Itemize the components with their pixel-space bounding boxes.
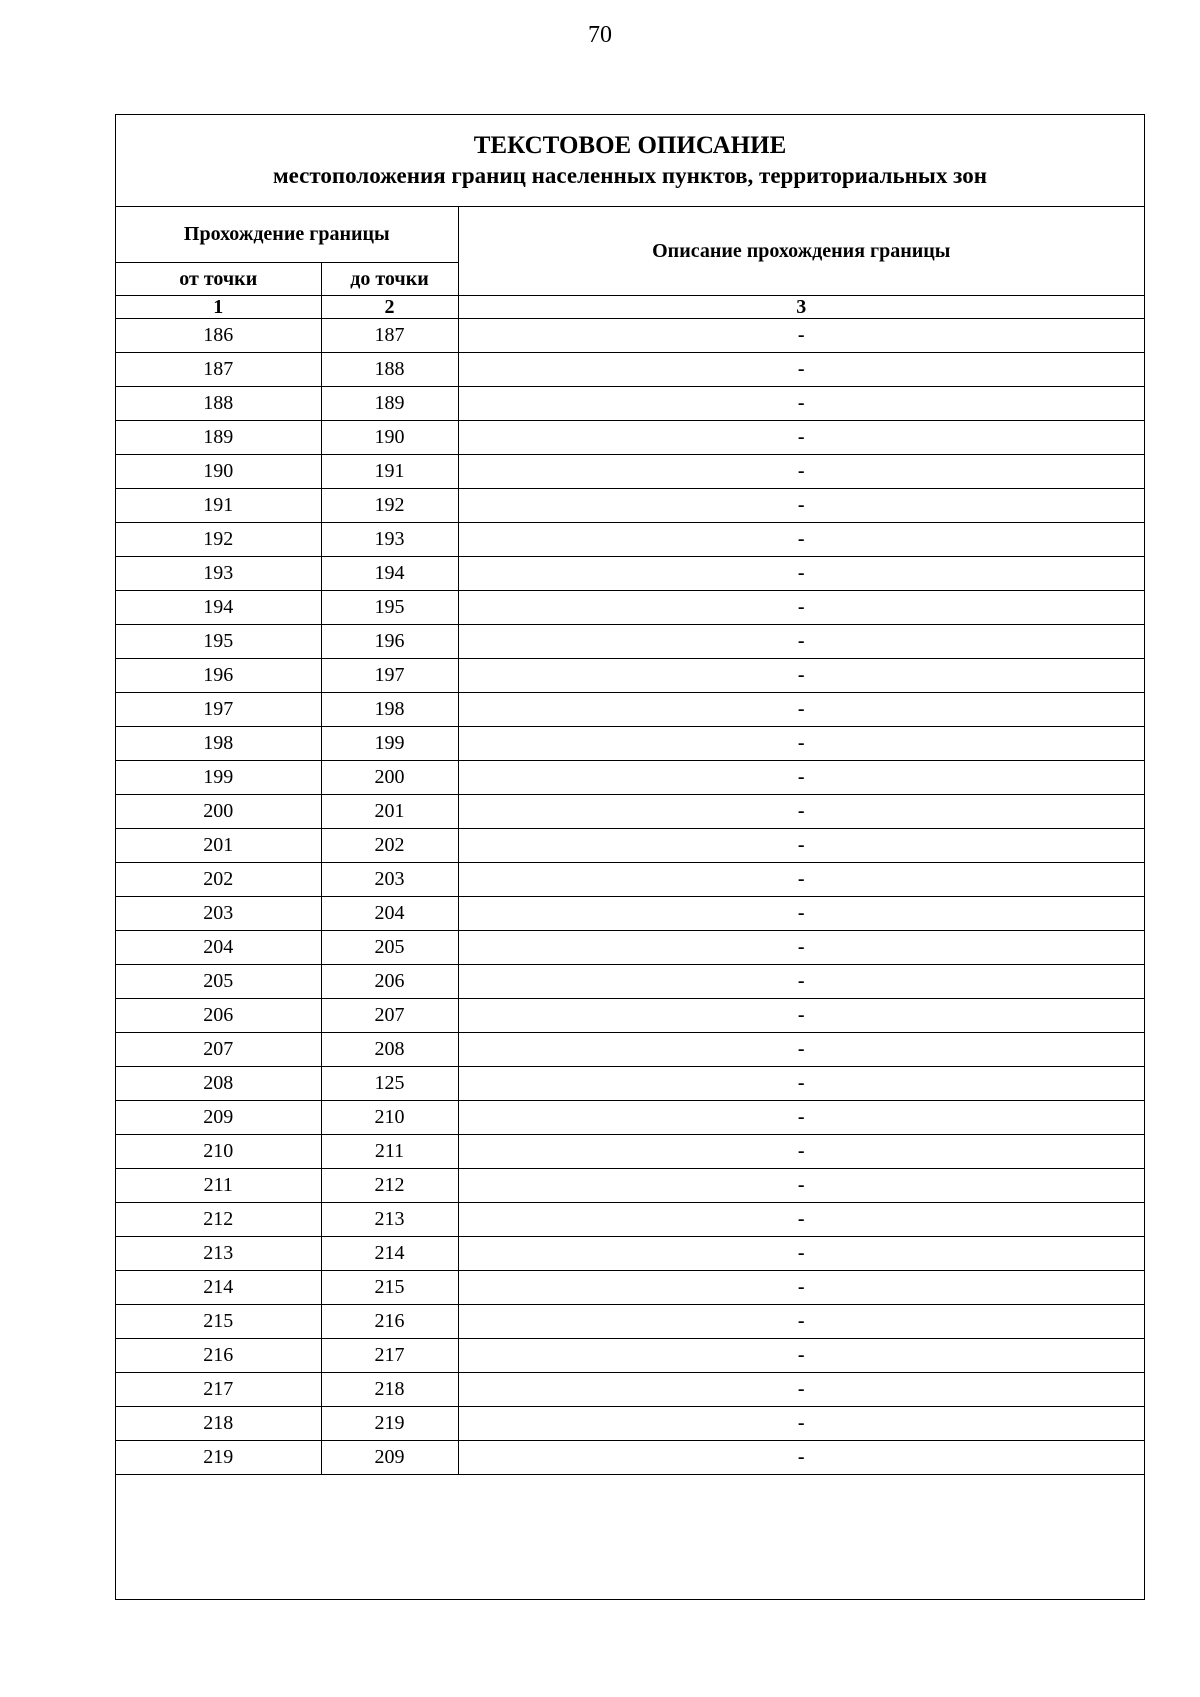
table-row — [116, 591, 1144, 625]
from-point-cell: 211 — [116, 1169, 321, 1203]
from-point-cell: 219 — [116, 1441, 321, 1475]
to-point-cell: 188 — [321, 353, 458, 387]
table-row — [116, 1237, 1144, 1271]
from-point-cell: 186 — [116, 319, 321, 353]
description-cell: - — [458, 1271, 1144, 1305]
from-point-cell: 196 — [116, 659, 321, 693]
table-row — [116, 795, 1144, 829]
column-number-1: 1 — [116, 296, 321, 319]
to-point-cell: 200 — [321, 761, 458, 795]
description-cell: - — [458, 319, 1144, 353]
header-row-group — [116, 207, 1144, 263]
to-point-cell: 215 — [321, 1271, 458, 1305]
table-row — [116, 319, 1144, 353]
from-point-cell: 209 — [116, 1101, 321, 1135]
table-row — [116, 965, 1144, 999]
table-row — [116, 897, 1144, 931]
to-point-cell: 187 — [321, 319, 458, 353]
header-boundary-passage: Прохождение границы — [116, 207, 458, 263]
to-point-cell: 189 — [321, 387, 458, 421]
table-row — [116, 761, 1144, 795]
description-cell: - — [458, 727, 1144, 761]
description-cell: - — [458, 931, 1144, 965]
from-point-cell: 207 — [116, 1033, 321, 1067]
to-point-cell: 207 — [321, 999, 458, 1033]
from-point-cell: 213 — [116, 1237, 321, 1271]
table-row — [116, 523, 1144, 557]
to-point-cell: 208 — [321, 1033, 458, 1067]
to-point-cell: 194 — [321, 557, 458, 591]
from-point-cell: 216 — [116, 1339, 321, 1373]
boundary-table — [116, 207, 1144, 1475]
from-point-cell: 204 — [116, 931, 321, 965]
from-point-cell: 187 — [116, 353, 321, 387]
to-point-cell: 191 — [321, 455, 458, 489]
to-point-cell: 218 — [321, 1373, 458, 1407]
to-point-cell: 199 — [321, 727, 458, 761]
to-point-cell: 211 — [321, 1135, 458, 1169]
description-cell: - — [458, 1101, 1144, 1135]
from-point-cell: 191 — [116, 489, 321, 523]
description-cell: - — [458, 761, 1144, 795]
description-cell: - — [458, 999, 1144, 1033]
from-point-cell: 215 — [116, 1305, 321, 1339]
table-row — [116, 1169, 1144, 1203]
table-row — [116, 557, 1144, 591]
description-cell: - — [458, 1135, 1144, 1169]
table-row — [116, 659, 1144, 693]
page-number: 70 — [588, 22, 612, 48]
to-point-cell: 195 — [321, 591, 458, 625]
to-point-cell: 192 — [321, 489, 458, 523]
table-row — [116, 1407, 1144, 1441]
table-row — [116, 931, 1144, 965]
description-cell: - — [458, 523, 1144, 557]
table-row — [116, 1067, 1144, 1101]
from-point-cell: 217 — [116, 1373, 321, 1407]
table-row — [116, 1135, 1144, 1169]
from-point-cell: 206 — [116, 999, 321, 1033]
description-cell: - — [458, 421, 1144, 455]
from-point-cell: 200 — [116, 795, 321, 829]
table-row — [116, 489, 1144, 523]
table-row — [116, 693, 1144, 727]
header-description: Описание прохождения границы — [458, 207, 1144, 296]
from-point-cell: 194 — [116, 591, 321, 625]
from-point-cell: 205 — [116, 965, 321, 999]
table-row — [116, 1271, 1144, 1305]
to-point-cell: 204 — [321, 897, 458, 931]
header-to-point: до точки — [321, 263, 458, 296]
to-point-cell: 219 — [321, 1407, 458, 1441]
table-row — [116, 1033, 1144, 1067]
table-row — [116, 455, 1144, 489]
from-point-cell: 203 — [116, 897, 321, 931]
to-point-cell: 201 — [321, 795, 458, 829]
document-title: ТЕКСТОВОЕ ОПИСАНИЕ — [473, 132, 787, 159]
document-subtitle: местоположения границ населенных пунктов, территориальных зон — [273, 163, 987, 188]
to-point-cell: 202 — [321, 829, 458, 863]
table-row — [116, 1203, 1144, 1237]
description-cell: - — [458, 1305, 1144, 1339]
to-point-cell: 210 — [321, 1101, 458, 1135]
to-point-cell: 213 — [321, 1203, 458, 1237]
table-row — [116, 1373, 1144, 1407]
from-point-cell: 208 — [116, 1067, 321, 1101]
to-point-cell: 214 — [321, 1237, 458, 1271]
table-row — [116, 1305, 1144, 1339]
to-point-cell: 190 — [321, 421, 458, 455]
description-cell: - — [458, 1067, 1144, 1101]
description-cell: - — [458, 1203, 1144, 1237]
table-row — [116, 999, 1144, 1033]
table-row — [116, 353, 1144, 387]
to-point-cell: 217 — [321, 1339, 458, 1373]
description-cell: - — [458, 1441, 1144, 1475]
description-cell: - — [458, 591, 1144, 625]
table-row — [116, 863, 1144, 897]
from-point-cell: 214 — [116, 1271, 321, 1305]
to-point-cell: 193 — [321, 523, 458, 557]
description-cell: - — [458, 1169, 1144, 1203]
description-cell: - — [458, 829, 1144, 863]
from-point-cell: 189 — [116, 421, 321, 455]
header-row-numbers — [116, 296, 1144, 319]
table-row — [116, 625, 1144, 659]
title-block — [116, 115, 1144, 207]
to-point-cell: 212 — [321, 1169, 458, 1203]
to-point-cell: 125 — [321, 1067, 458, 1101]
column-number-2: 2 — [321, 296, 458, 319]
description-cell: - — [458, 693, 1144, 727]
description-cell: - — [458, 965, 1144, 999]
to-point-cell: 216 — [321, 1305, 458, 1339]
document-frame — [115, 114, 1145, 1600]
table-row — [116, 1101, 1144, 1135]
description-cell: - — [458, 1407, 1144, 1441]
description-cell: - — [458, 795, 1144, 829]
to-point-cell: 209 — [321, 1441, 458, 1475]
to-point-cell: 197 — [321, 659, 458, 693]
from-point-cell: 188 — [116, 387, 321, 421]
table-row — [116, 387, 1144, 421]
from-point-cell: 212 — [116, 1203, 321, 1237]
from-point-cell: 202 — [116, 863, 321, 897]
from-point-cell: 198 — [116, 727, 321, 761]
from-point-cell: 192 — [116, 523, 321, 557]
description-cell: - — [458, 1033, 1144, 1067]
table-row — [116, 1339, 1144, 1373]
to-point-cell: 198 — [321, 693, 458, 727]
table-row — [116, 829, 1144, 863]
description-cell: - — [458, 863, 1144, 897]
from-point-cell: 201 — [116, 829, 321, 863]
from-point-cell: 218 — [116, 1407, 321, 1441]
header-from-point: от точки — [116, 263, 321, 296]
to-point-cell: 203 — [321, 863, 458, 897]
to-point-cell: 205 — [321, 931, 458, 965]
description-cell: - — [458, 489, 1144, 523]
description-cell: - — [458, 387, 1144, 421]
from-point-cell: 210 — [116, 1135, 321, 1169]
table-row — [116, 727, 1144, 761]
description-cell: - — [458, 897, 1144, 931]
from-point-cell: 193 — [116, 557, 321, 591]
from-point-cell: 199 — [116, 761, 321, 795]
column-number-3: 3 — [458, 296, 1144, 319]
to-point-cell: 196 — [321, 625, 458, 659]
from-point-cell: 190 — [116, 455, 321, 489]
to-point-cell: 206 — [321, 965, 458, 999]
description-cell: - — [458, 625, 1144, 659]
from-point-cell: 197 — [116, 693, 321, 727]
description-cell: - — [458, 353, 1144, 387]
description-cell: - — [458, 1339, 1144, 1373]
table-row — [116, 421, 1144, 455]
table-row — [116, 1441, 1144, 1475]
description-cell: - — [458, 659, 1144, 693]
description-cell: - — [458, 455, 1144, 489]
description-cell: - — [458, 1373, 1144, 1407]
description-cell: - — [458, 1237, 1144, 1271]
from-point-cell: 195 — [116, 625, 321, 659]
description-cell: - — [458, 557, 1144, 591]
